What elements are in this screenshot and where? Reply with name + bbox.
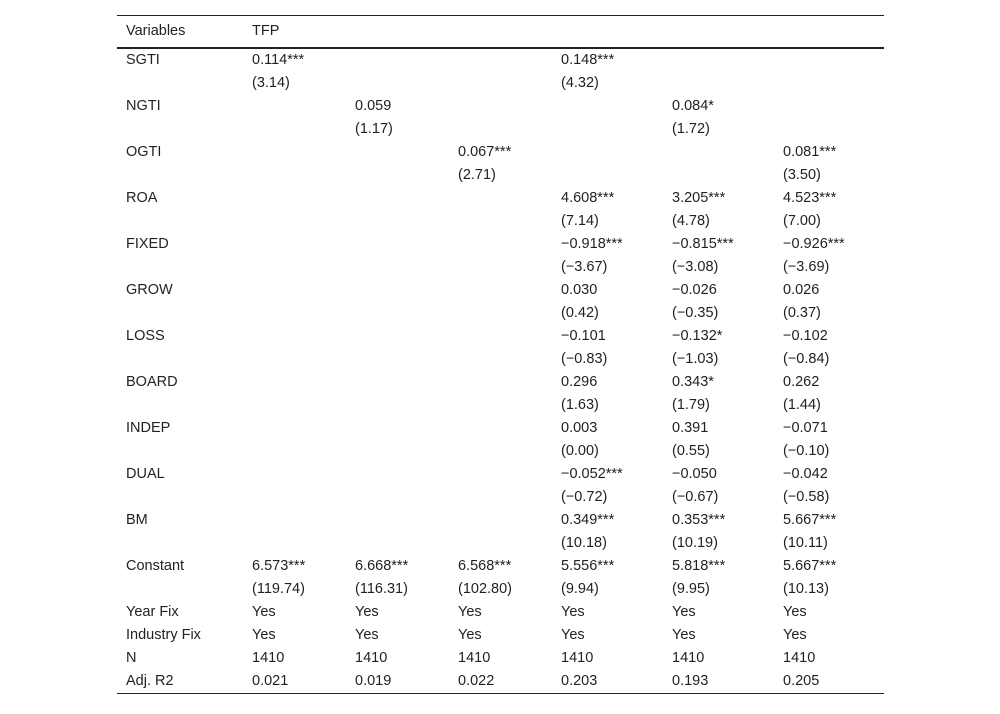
table-row [117,325,884,348]
coefficient-cell [663,164,774,187]
coefficient-cell [346,417,449,440]
variable-name-cell: FIXED [126,236,169,252]
coefficient-cell: −0.050 [672,466,717,482]
variable-name-cell: N [126,650,137,666]
coefficient-cell: 0.203 [561,673,598,689]
coefficient-cell [243,279,346,302]
variable-name-cell [117,532,243,555]
coefficient-cell [243,118,346,141]
coefficient-cell: 0.019 [355,673,392,689]
coefficient-cell [243,164,346,187]
table-row [117,486,884,509]
coefficient-cell [243,95,346,118]
table-row [117,210,884,233]
coefficient-cell [449,72,552,95]
coefficient-cell: 5.667*** [783,512,837,528]
coefficient-cell [774,95,884,118]
coefficient-cell: (3.50) [783,167,821,183]
variable-name-cell: BM [126,512,148,528]
coefficient-cell: 0.148*** [561,52,615,68]
coefficient-cell [663,72,774,95]
coefficient-cell [449,210,552,233]
coefficient-cell: (0.42) [561,305,599,321]
coefficient-cell: (10.18) [561,535,607,551]
variable-name-cell: DUAL [126,466,165,482]
coefficient-cell [449,463,552,486]
coefficient-cell: (−1.03) [672,351,719,367]
coefficient-cell [449,256,552,279]
coefficient-cell: (−3.08) [672,259,719,275]
variable-name-cell [117,72,243,95]
coefficient-cell: −0.042 [783,466,828,482]
variable-name-cell [117,440,243,463]
coefficient-cell [552,118,663,141]
coefficient-cell: 0.081*** [783,144,837,160]
table-row [117,394,884,417]
coefficient-cell: (4.32) [561,75,599,91]
coefficient-cell: 0.262 [783,374,820,390]
table-row [117,601,884,624]
coefficient-cell: Yes [783,627,807,643]
coefficient-cell [243,440,346,463]
header-row [117,16,884,49]
coefficient-cell [346,187,449,210]
coefficient-cell: −0.132* [672,328,723,344]
table-row [117,233,884,256]
coefficient-cell: 0.296 [561,374,598,390]
coefficient-cell [346,440,449,463]
coefficient-cell [346,302,449,325]
coefficient-cell [243,509,346,532]
coefficient-cell [774,118,884,141]
variable-name-cell [117,302,243,325]
coefficient-cell [449,325,552,348]
variable-name-cell: NGTI [126,98,161,114]
table-row [117,670,884,694]
coefficient-cell: 1410 [252,650,285,666]
coefficient-cell: 3.205*** [672,190,726,206]
table-row [117,532,884,555]
table-row [117,302,884,325]
coefficient-cell [449,95,552,118]
coefficient-cell [774,72,884,95]
coefficient-cell: 1410 [355,650,388,666]
coefficient-cell: Yes [252,627,276,643]
variable-name-cell [117,348,243,371]
coefficient-cell: (102.80) [458,581,513,597]
variable-name-cell: INDEP [126,420,171,436]
coefficient-cell: (0.37) [783,305,821,321]
coefficient-cell [774,48,884,72]
coefficient-cell: 1410 [561,650,594,666]
coefficient-cell [346,72,449,95]
coefficient-cell: Yes [672,604,696,620]
coefficient-cell: (−0.35) [672,305,719,321]
variable-name-cell [117,486,243,509]
table-row [117,578,884,601]
coefficient-cell: (−3.67) [561,259,608,275]
coefficient-cell: (7.00) [783,213,821,229]
table-row [117,647,884,670]
header-cell [552,16,663,49]
regression-table [117,15,884,694]
coefficient-cell: (0.55) [672,443,710,459]
coefficient-cell: (0.00) [561,443,599,459]
coefficient-cell [243,463,346,486]
coefficient-cell [243,394,346,417]
header-cell [346,16,449,49]
coefficient-cell [346,348,449,371]
coefficient-cell: 4.608*** [561,190,615,206]
coefficient-cell [449,48,552,72]
coefficient-cell: −0.052*** [561,466,623,482]
coefficient-cell: 6.668*** [355,558,409,574]
coefficient-cell [346,509,449,532]
variable-name-cell: Adj. R2 [126,673,174,689]
coefficient-cell: (2.71) [458,167,496,183]
variable-name-cell: Year Fix [126,604,179,620]
coefficient-cell: (4.78) [672,213,710,229]
table-body [117,48,884,694]
coefficient-cell [346,325,449,348]
coefficient-cell: −0.815*** [672,236,734,252]
coefficient-cell: 6.573*** [252,558,306,574]
coefficient-cell: 0.003 [561,420,598,436]
coefficient-cell [346,141,449,164]
coefficient-cell: 0.391 [672,420,709,436]
coefficient-cell: (3.14) [252,75,290,91]
coefficient-cell: Yes [561,604,585,620]
variable-name-cell [117,394,243,417]
coefficient-cell: 0.021 [252,673,289,689]
coefficient-cell: Yes [783,604,807,620]
coefficient-cell: Yes [252,604,276,620]
coefficient-cell: −0.102 [783,328,828,344]
coefficient-cell: Yes [355,604,379,620]
coefficient-cell [449,348,552,371]
table-row [117,440,884,463]
coefficient-cell: Yes [458,627,482,643]
header-cell-tfp: TFP [252,23,280,39]
variable-name-cell: Industry Fix [126,627,201,643]
coefficient-cell [449,532,552,555]
coefficient-cell [449,302,552,325]
coefficient-cell [346,48,449,72]
coefficient-cell [243,371,346,394]
coefficient-cell: Yes [355,627,379,643]
coefficient-cell: 1410 [783,650,816,666]
coefficient-cell: (9.95) [672,581,710,597]
coefficient-cell: 0.026 [783,282,820,298]
coefficient-cell: (10.19) [672,535,718,551]
coefficient-cell: −0.918*** [561,236,623,252]
coefficient-cell: Yes [672,627,696,643]
coefficient-cell [663,141,774,164]
coefficient-cell [243,348,346,371]
coefficient-cell: (1.79) [672,397,710,413]
coefficient-cell [243,532,346,555]
header-cell [663,16,774,49]
coefficient-cell: −0.026 [672,282,717,298]
coefficient-cell: 4.523*** [783,190,837,206]
coefficient-cell [243,187,346,210]
variable-name-cell [117,210,243,233]
coefficient-cell: 5.556*** [561,558,615,574]
variable-name-cell: ROA [126,190,158,206]
coefficient-cell [449,486,552,509]
coefficient-cell [346,532,449,555]
coefficient-cell: (−0.58) [783,489,830,505]
coefficient-cell [243,302,346,325]
variable-name-cell: BOARD [126,374,178,390]
table-row [117,279,884,302]
coefficient-cell [552,164,663,187]
coefficient-cell: 0.353*** [672,512,726,528]
coefficient-cell [449,394,552,417]
table-row [117,371,884,394]
table-row [117,141,884,164]
coefficient-cell: −0.926*** [783,236,845,252]
coefficient-cell [346,256,449,279]
variable-name-cell [117,118,243,141]
coefficient-cell: 0.022 [458,673,495,689]
coefficient-cell [449,440,552,463]
coefficient-cell [449,118,552,141]
coefficient-cell: 0.205 [783,673,820,689]
variable-name-cell [117,164,243,187]
coefficient-cell [552,141,663,164]
variable-name-cell: SGTI [126,52,160,68]
coefficient-cell [449,417,552,440]
coefficient-cell [449,509,552,532]
coefficient-cell: (7.14) [561,213,599,229]
header-cell [774,16,884,49]
coefficient-cell [346,233,449,256]
header-cell-variables: Variables [126,23,186,39]
coefficient-cell: Yes [458,604,482,620]
coefficient-cell: 6.568*** [458,558,512,574]
coefficient-cell [243,141,346,164]
coefficient-cell: 5.818*** [672,558,726,574]
coefficient-cell [346,486,449,509]
table-row [117,509,884,532]
coefficient-cell [552,95,663,118]
coefficient-cell [346,371,449,394]
table-row [117,187,884,210]
regression-table-container [117,15,884,694]
table-header [117,16,884,49]
coefficient-cell: (116.31) [355,581,408,597]
coefficient-cell [243,417,346,440]
variable-name-cell: Constant [126,558,185,574]
coefficient-cell [346,164,449,187]
table-row [117,555,884,578]
coefficient-cell: 0.114*** [252,52,305,68]
coefficient-cell: (−0.83) [561,351,608,367]
coefficient-cell [243,233,346,256]
coefficient-cell: (−0.84) [783,351,830,367]
coefficient-cell: 0.084* [672,98,714,114]
coefficient-cell: 1410 [458,650,491,666]
coefficient-cell: 0.030 [561,282,598,298]
coefficient-cell: 1410 [672,650,705,666]
coefficient-cell [449,187,552,210]
coefficient-cell [449,233,552,256]
coefficient-cell: Yes [561,627,585,643]
table-row [117,164,884,187]
coefficient-cell: (10.11) [783,535,828,551]
table-row [117,624,884,647]
coefficient-cell [346,463,449,486]
variable-name-cell: LOSS [126,328,165,344]
coefficient-cell: 0.059 [355,98,392,114]
table-row [117,417,884,440]
table-row [117,118,884,141]
coefficient-cell: −0.101 [561,328,606,344]
coefficient-cell: (10.13) [783,581,829,597]
variable-name-cell [117,578,243,601]
coefficient-cell: (−0.10) [783,443,830,459]
variable-name-cell [117,256,243,279]
coefficient-cell: (1.72) [672,121,710,137]
coefficient-cell: 5.667*** [783,558,837,574]
table-row [117,95,884,118]
coefficient-cell [243,486,346,509]
coefficient-cell: 0.349*** [561,512,615,528]
coefficient-cell [243,325,346,348]
coefficient-cell: 0.067*** [458,144,512,160]
table-row [117,463,884,486]
coefficient-cell: 0.343* [672,374,714,390]
table-row [117,48,884,72]
table-row [117,72,884,95]
coefficient-cell: (119.74) [252,581,305,597]
coefficient-cell [346,210,449,233]
coefficient-cell [449,371,552,394]
coefficient-cell [346,394,449,417]
header-cell [449,16,552,49]
coefficient-cell: (1.17) [355,121,393,137]
coefficient-cell: −0.071 [783,420,828,436]
variable-name-cell: OGTI [126,144,162,160]
coefficient-cell: (1.63) [561,397,599,413]
table-row [117,256,884,279]
coefficient-cell [663,48,774,72]
coefficient-cell: 0.193 [672,673,709,689]
table-row [117,348,884,371]
coefficient-cell [243,256,346,279]
coefficient-cell: (1.44) [783,397,821,413]
coefficient-cell [449,279,552,302]
coefficient-cell: (9.94) [561,581,599,597]
coefficient-cell [243,210,346,233]
coefficient-cell [346,279,449,302]
coefficient-cell: (−3.69) [783,259,830,275]
coefficient-cell: (−0.72) [561,489,608,505]
variable-name-cell: GROW [126,282,173,298]
coefficient-cell: (−0.67) [672,489,719,505]
